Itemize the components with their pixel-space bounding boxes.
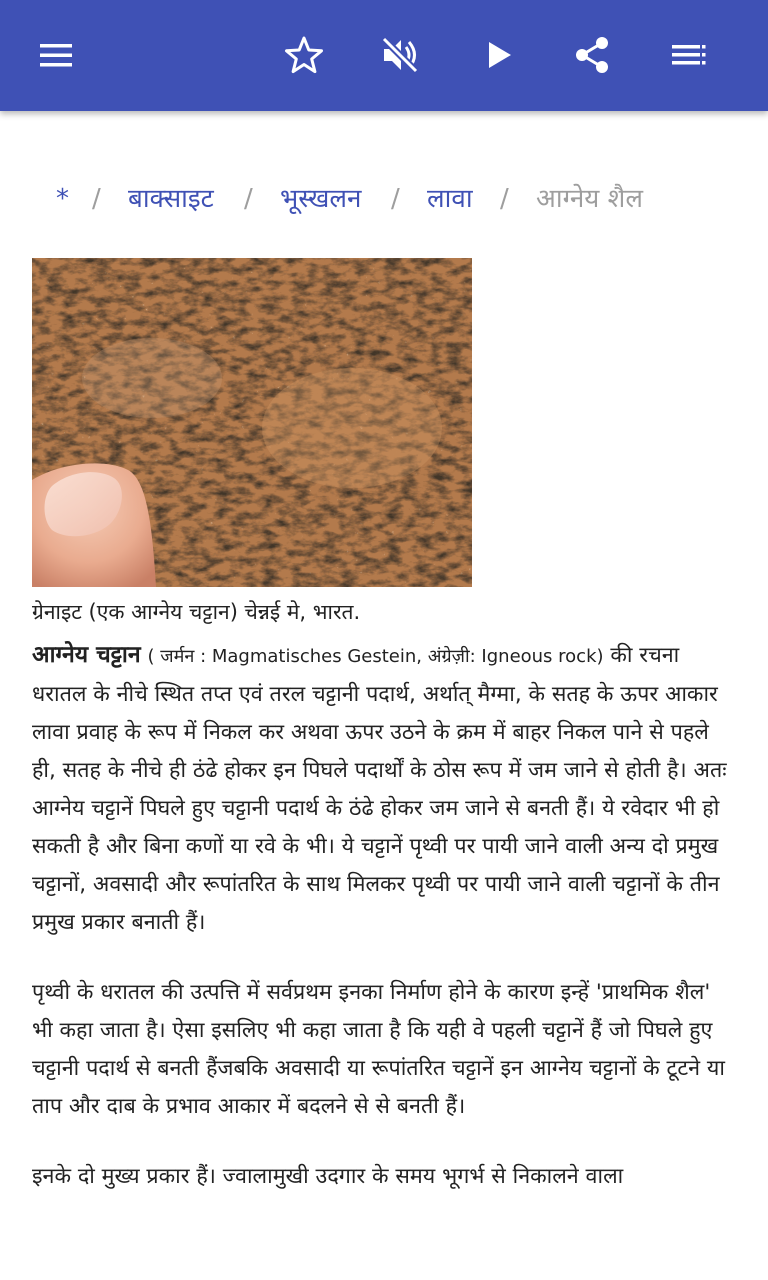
term-note: ( जर्मन : Magmatisches Gestein, अंग्रेज़ी: Igneous rock) bbox=[147, 646, 604, 667]
breadcrumb-item-lava[interactable]: लावा bbox=[427, 184, 473, 214]
breadcrumb-item-landslide[interactable]: भूस्खलन bbox=[280, 184, 362, 214]
paragraph-2: पृथ्वी के धरातल की उत्पत्ति में सर्वप्रथम इनका निर्माण होने के कारण इन्हें 'प्राथमिक शैल' भी कहा जाता है। ऐसा इसलिए भी कहा जाता है कि यही वे पहली चट्टानें हैं जो पिघले हुए चट्टानी पदार्थ से बनती हैंजबकि अवसादी या रूपांतरित चट्टानें इन आग्नेय चट्टानों के टूटने या ताप और दाब के प्रभाव आकार में बदलने से से बनती हैं। bbox=[32, 980, 725, 1119]
playlist-icon[interactable] bbox=[664, 31, 712, 79]
breadcrumb-current: आग्नेय शैल bbox=[536, 184, 643, 214]
paragraph-1 bbox=[32, 636, 736, 942]
article-term: आग्नेय चट्टान bbox=[32, 642, 141, 668]
breadcrumb bbox=[0, 177, 768, 221]
play-icon[interactable] bbox=[474, 31, 522, 79]
breadcrumb-separator: / bbox=[92, 184, 101, 214]
figure-caption: ग्रेनाइट (एक आग्नेय चट्टान) चेन्नई मे, भारत. bbox=[32, 600, 361, 624]
breadcrumb-separator: / bbox=[244, 184, 253, 214]
app-toolbar bbox=[0, 0, 768, 111]
breadcrumb-item-bauxite[interactable]: बाक्साइट bbox=[128, 184, 214, 214]
article-body bbox=[32, 636, 736, 1228]
star-outline-icon[interactable] bbox=[280, 31, 328, 79]
menu-icon[interactable] bbox=[32, 31, 80, 79]
breadcrumb-separator: / bbox=[391, 184, 400, 214]
breadcrumb-separator: / bbox=[500, 184, 509, 214]
paragraph-3: इनके दो मुख्य प्रकार हैं। ज्वालामुखी उदगार के समय भूगर्भ से निकालने वाला bbox=[32, 1164, 624, 1189]
article-content bbox=[0, 111, 768, 1280]
share-icon[interactable] bbox=[568, 31, 616, 79]
granite-photo[interactable] bbox=[32, 258, 472, 587]
breadcrumb-item-home[interactable]: * bbox=[56, 184, 69, 214]
volume-off-icon[interactable] bbox=[376, 31, 424, 79]
paragraph-1-text: की रचना धरातल के नीचे स्थित तप्त एवं तरल चट्टानी पदार्थ, अर्थात् मैग्मा, के सतह के ऊपर आकार लावा प्रवाह के रूप में निकल कर अथवा ऊपर उठने के क्रम में बाहर निकल पाने से पहले ही, सतह के नीचे ही ठंढे होकर इन पिघले पदार्थों के ठोस रूप में जम जाने से होती है। अतः आग्नेय चट्टानें पिघले हुए चट्टानी पदार्थ के ठंढे होकर जम जाने से बनती हैं। ये रवेदार भी हो सकती है और बिना कणों या रवे के भी। ये चट्टानें पृथ्वी पर पायी जाने वाली अन्य दो प्रमुख चट्टानों, अवसादी और रूपांतरित के साथ मिलकर पृथ्वी पर पायी जाने वाली चट्टानों के तीन प्रमुख प्रकार बनाती हैं। bbox=[32, 643, 727, 935]
